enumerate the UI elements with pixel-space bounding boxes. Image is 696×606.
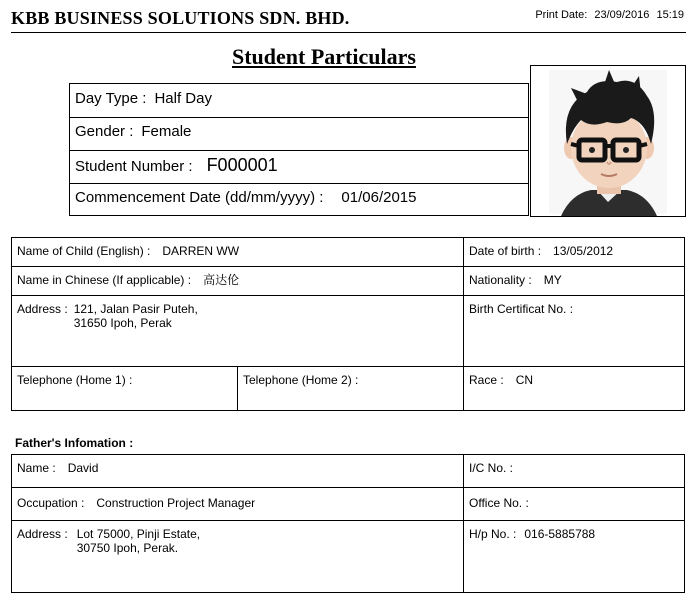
- nationality-value: MY: [543, 273, 562, 287]
- tel-home1-cell: [12, 366, 238, 411]
- child-name-en-value: DARREN WW: [162, 244, 240, 258]
- dob-label: Date of birth :: [469, 244, 542, 258]
- father-section-title: Father's Infomation :: [15, 436, 134, 450]
- child-name-cn-value: 高达伦: [203, 273, 240, 287]
- tel-home2-label: Telephone (Home 2) :: [243, 373, 359, 387]
- father-ic-label: I/C No. :: [469, 461, 514, 475]
- father-info-table: [11, 454, 685, 593]
- child-address-line2: 31650 Ipoh, Perak: [73, 316, 172, 330]
- child-name-en-cell: [12, 238, 464, 267]
- day-type-value: Half Day: [154, 90, 212, 107]
- father-ic-cell: [463, 455, 684, 488]
- race-label: Race :: [469, 373, 504, 387]
- father-office-cell: [463, 487, 684, 521]
- gender-row: [70, 118, 528, 151]
- child-name-cn-label: Name in Chinese (If applicable) :: [17, 273, 192, 287]
- father-name-cell: [12, 455, 464, 488]
- child-name-cn-cell: [12, 266, 464, 295]
- company-name: KBB BUSINESS SOLUTIONS SDN. BHD.: [11, 8, 350, 28]
- child-info-table: [11, 237, 685, 411]
- student-number-label: Student Number :: [75, 158, 193, 175]
- child-address-value: [74, 302, 198, 330]
- father-occupation-cell: [12, 487, 464, 521]
- child-address-label: Address :: [17, 302, 68, 316]
- race-cell: [463, 366, 684, 411]
- tel-home1-label: Telephone (Home 1) :: [17, 373, 133, 387]
- child-address-line1: 121, Jalan Pasir Puteh,: [73, 302, 198, 316]
- birth-cert-cell: [463, 295, 684, 367]
- day-type-label: Day Type :: [75, 90, 147, 107]
- print-date-label: Print Date:: [535, 9, 588, 21]
- race-value: CN: [515, 373, 534, 387]
- student-photo-icon: [531, 66, 685, 216]
- commencement-label: Commencement Date (dd/mm/yyyy) :: [75, 189, 324, 206]
- day-type-row: [70, 84, 528, 118]
- father-hp-label: H/p No. :: [469, 527, 517, 541]
- print-time: 15:19: [656, 9, 684, 21]
- student-photo-frame: [530, 65, 686, 217]
- father-hp-cell: [463, 520, 684, 592]
- father-office-label: Office No. :: [469, 496, 529, 510]
- father-address-cell: [12, 520, 464, 592]
- student-number-row: [70, 151, 528, 184]
- father-hp-value: 016-5885788: [524, 527, 596, 541]
- nationality-cell: [463, 266, 684, 295]
- father-address-value: [77, 527, 200, 555]
- student-summary-box: [69, 83, 529, 216]
- header-divider: [11, 32, 686, 33]
- birth-cert-label: Birth Certificat No. :: [469, 302, 574, 316]
- child-address-cell: [12, 295, 464, 367]
- tel-home2-cell: [237, 366, 464, 411]
- father-occupation-value: Construction Project Manager: [96, 496, 256, 510]
- commencement-value: 01/06/2015: [341, 189, 417, 206]
- gender-label: Gender :: [75, 123, 134, 140]
- print-date-stamp: [535, 9, 684, 21]
- print-date: 23/09/2016: [594, 9, 650, 21]
- father-address-line2: 30750 Ipoh, Perak.: [76, 541, 179, 555]
- gender-value: Female: [141, 123, 192, 140]
- page-title: Student Particulars: [232, 44, 416, 69]
- father-address-line1: Lot 75000, Pinji Estate,: [76, 527, 201, 541]
- father-name-label: Name :: [17, 461, 56, 475]
- commencement-row: [70, 184, 528, 216]
- dob-value: 13/05/2012: [553, 244, 614, 258]
- father-occupation-label: Occupation :: [17, 496, 85, 510]
- student-number-value: F000001: [206, 155, 278, 175]
- nationality-label: Nationality :: [469, 273, 532, 287]
- father-address-label: Address :: [17, 527, 68, 541]
- father-name-value: David: [67, 461, 99, 475]
- child-name-en-label: Name of Child (English) :: [17, 244, 151, 258]
- dob-cell: [463, 238, 684, 267]
